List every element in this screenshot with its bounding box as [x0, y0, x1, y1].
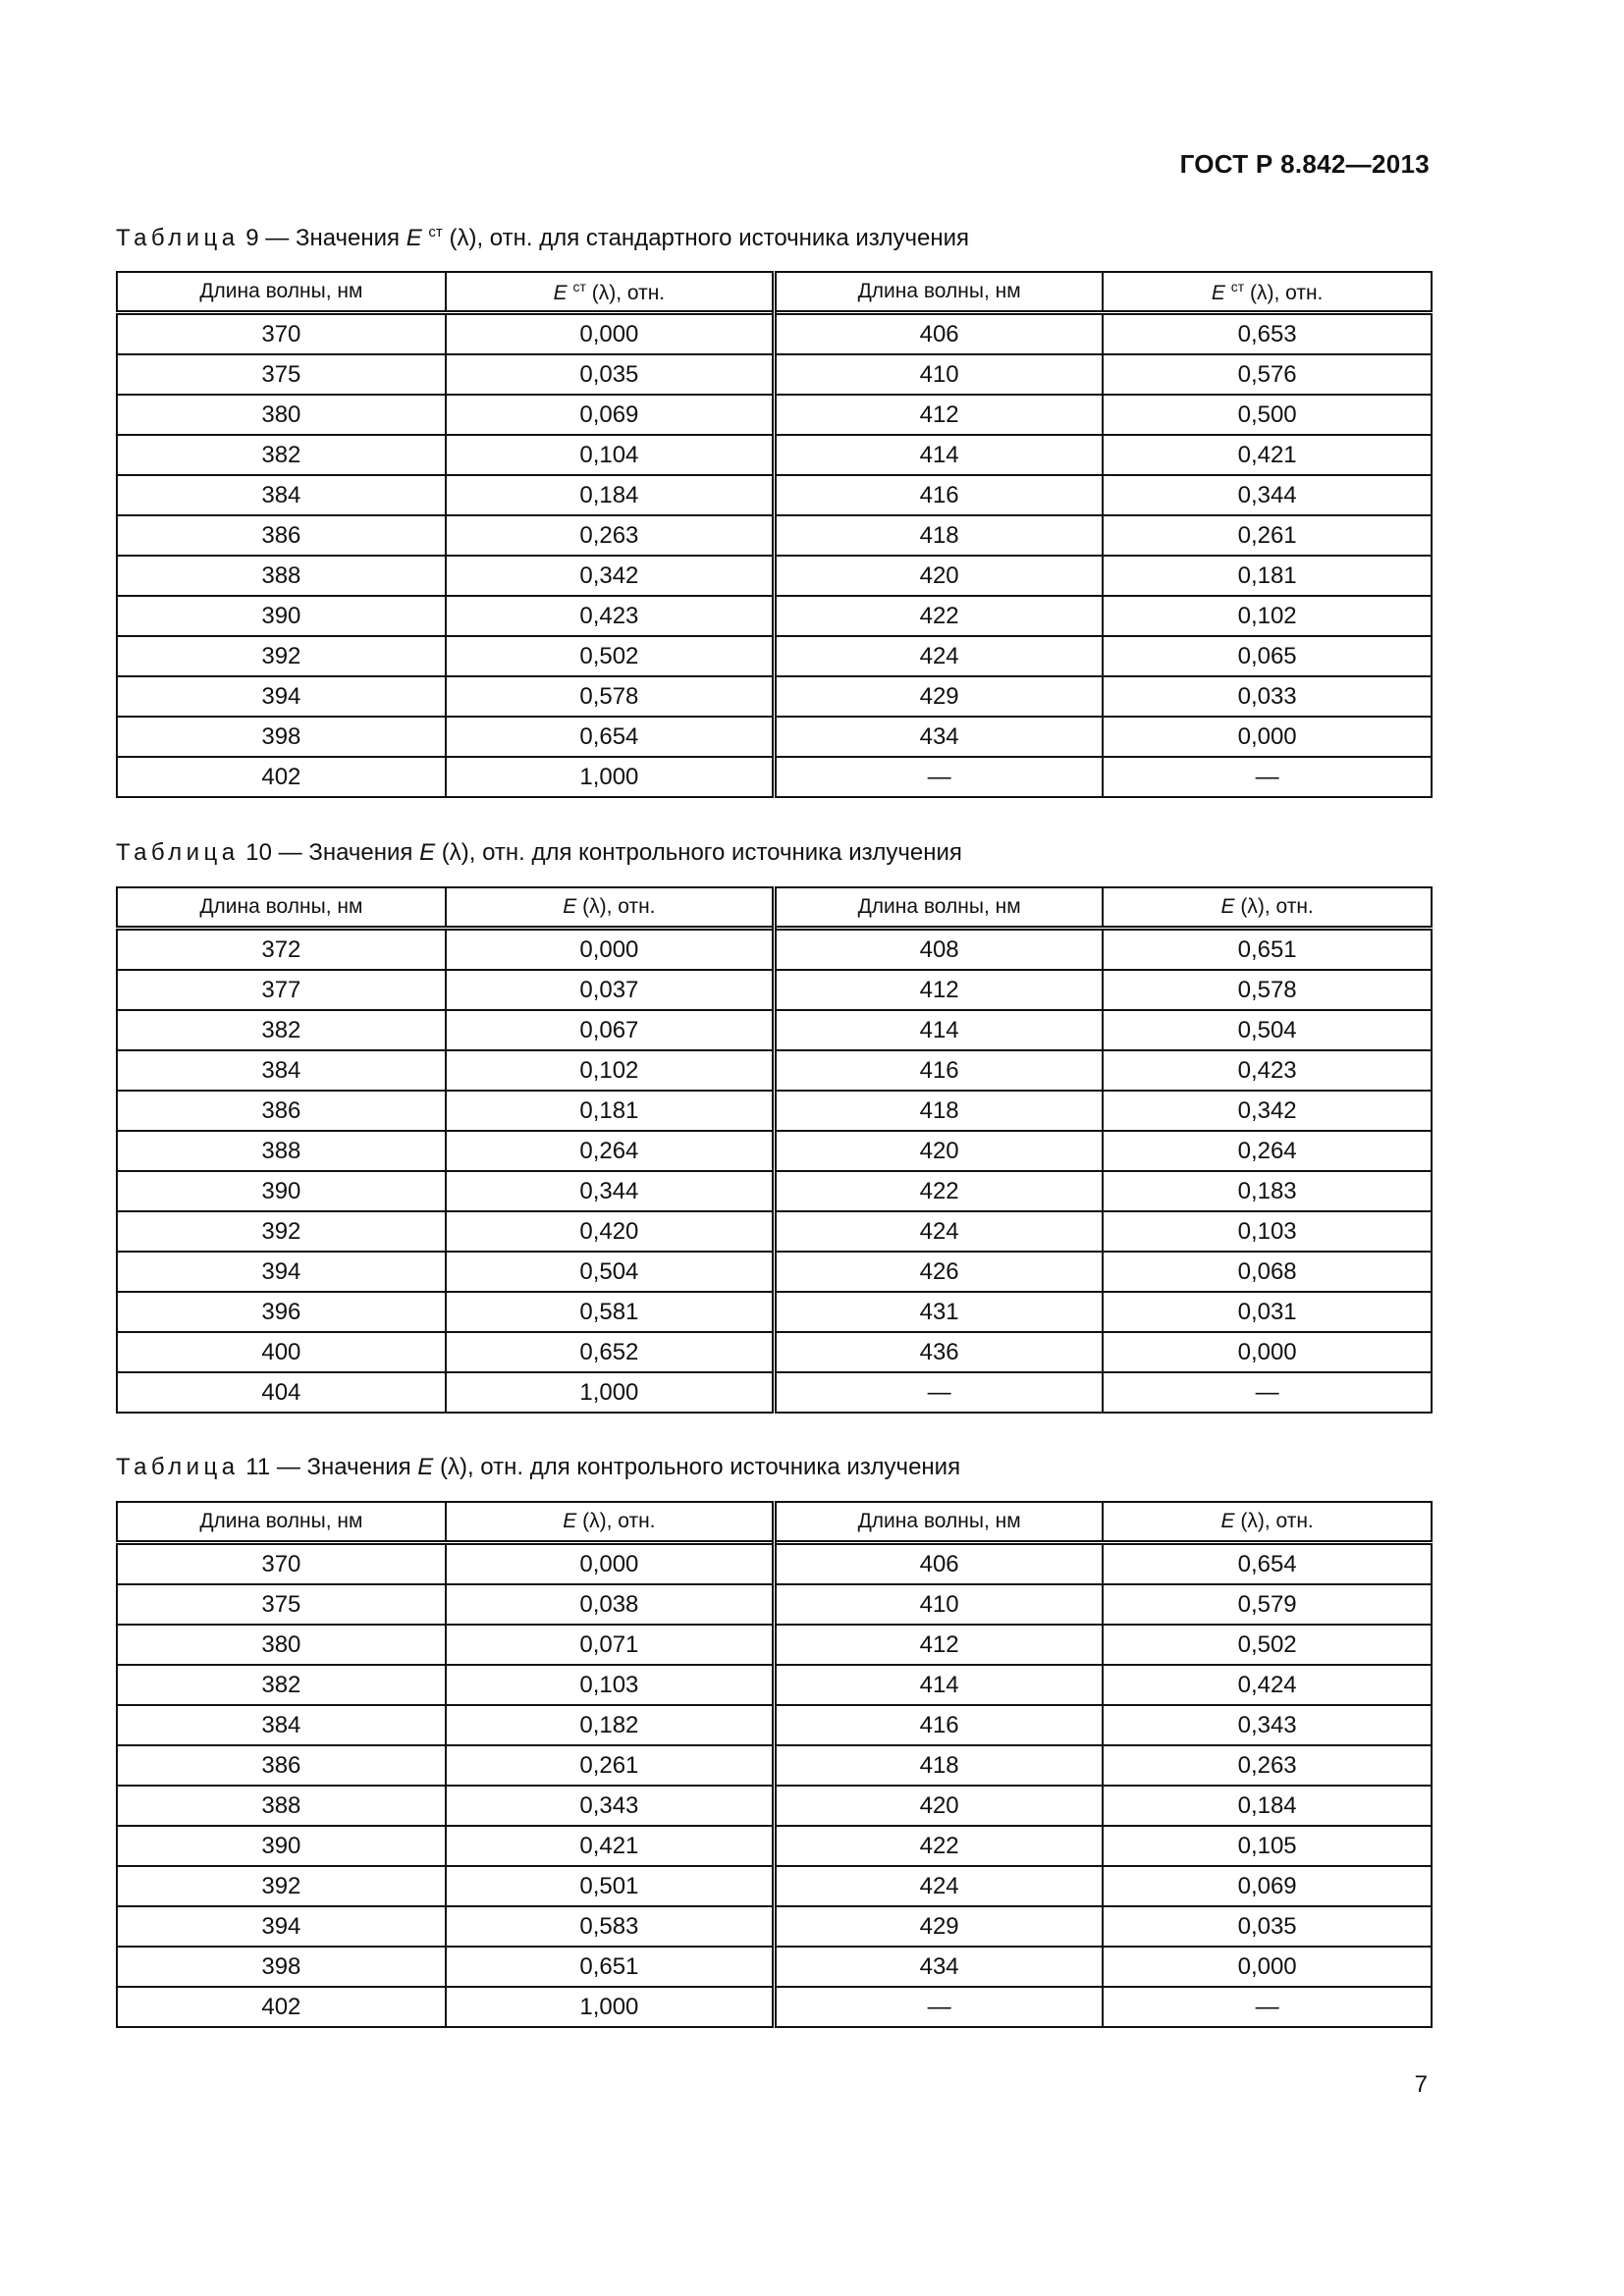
table-cell: 408 — [775, 929, 1104, 971]
table-10 — [116, 886, 1433, 1414]
table-cell: 384 — [117, 1050, 446, 1091]
table-cell: 406 — [775, 1543, 1104, 1585]
table-cell: 424 — [775, 1866, 1104, 1906]
table-cell: 0,000 — [1103, 1947, 1432, 1987]
table-cell: 0,264 — [446, 1131, 775, 1171]
table-cell: 1,000 — [446, 1987, 775, 2027]
column-header: Длина волны, нм — [775, 1502, 1104, 1543]
table-cell: 0,504 — [1103, 1010, 1432, 1050]
table-cell: 0,421 — [446, 1826, 775, 1866]
table-header-row — [117, 1502, 1432, 1543]
table-row — [117, 596, 1432, 636]
table-cell: 0,035 — [1103, 1906, 1432, 1947]
table-cell: 0,184 — [446, 475, 775, 515]
table-cell: 0,581 — [446, 1292, 775, 1332]
table-row — [117, 1252, 1432, 1292]
table-cell: 375 — [117, 354, 446, 395]
table-cell: 0,103 — [1103, 1211, 1432, 1252]
table-cell: 396 — [117, 1292, 446, 1332]
table-cell: 0,000 — [1103, 717, 1432, 757]
table-cell: 414 — [775, 435, 1104, 475]
table-cell: 0,184 — [1103, 1786, 1432, 1826]
table-cell: 382 — [117, 1665, 446, 1705]
table-cell: 0,424 — [1103, 1665, 1432, 1705]
table-cell: 386 — [117, 1745, 446, 1786]
table-cell: 0,504 — [446, 1252, 775, 1292]
table-cell: 380 — [117, 1625, 446, 1665]
table-row — [117, 1866, 1432, 1906]
table-cell: — — [775, 1372, 1104, 1413]
table-row — [117, 1372, 1432, 1413]
table-cell: 0,183 — [1103, 1171, 1432, 1211]
table-cell: 0,578 — [446, 676, 775, 717]
table-row — [117, 1091, 1432, 1131]
table-row — [117, 1171, 1432, 1211]
table-cell: 422 — [775, 1826, 1104, 1866]
table-cell: 0,181 — [446, 1091, 775, 1131]
table-row — [117, 1947, 1432, 1987]
table-cell: 390 — [117, 1171, 446, 1211]
table-cell: 394 — [117, 1906, 446, 1947]
table-row — [117, 676, 1432, 717]
table-row — [117, 1826, 1432, 1866]
table-row — [117, 1906, 1432, 1947]
table-cell: 0,654 — [446, 717, 775, 757]
table-cell: 402 — [117, 757, 446, 797]
table-row — [117, 757, 1432, 797]
table-cell: 416 — [775, 475, 1104, 515]
table-cell: 0,181 — [1103, 556, 1432, 596]
table-cell: 418 — [775, 1745, 1104, 1786]
table-cell: 418 — [775, 515, 1104, 556]
table-cell: 0,000 — [1103, 1332, 1432, 1372]
table-row — [117, 1050, 1432, 1091]
table-row — [117, 313, 1432, 355]
table-10-caption — [116, 839, 962, 867]
table-cell: 418 — [775, 1091, 1104, 1131]
table-header-row — [117, 272, 1432, 313]
table-cell: 0,263 — [1103, 1745, 1432, 1786]
table-cell: 0,104 — [446, 435, 775, 475]
table-cell: 392 — [117, 636, 446, 676]
table-11-caption — [116, 1454, 960, 1481]
table-cell: — — [1103, 1987, 1432, 2027]
table-cell: 0,102 — [446, 1050, 775, 1091]
table-cell: 384 — [117, 475, 446, 515]
table-row — [117, 1745, 1432, 1786]
table-row — [117, 395, 1432, 435]
table-cell: 384 — [117, 1705, 446, 1745]
table-cell: — — [775, 1987, 1104, 2027]
column-header: Длина волны, нм — [117, 272, 446, 313]
table-cell: 414 — [775, 1665, 1104, 1705]
table-cell: 370 — [117, 1543, 446, 1585]
column-header: Длина волны, нм — [117, 1502, 446, 1543]
table-9-caption — [116, 224, 969, 252]
caption-text: (λ), отн. для контрольного источника излучения — [433, 1454, 961, 1480]
caption-text: (λ), отн. для стандартного источника излучения — [442, 225, 969, 251]
column-header: Длина волны, нм — [775, 272, 1104, 313]
table-row — [117, 1584, 1432, 1625]
table-cell: 0,423 — [1103, 1050, 1432, 1091]
table-cell: 420 — [775, 1786, 1104, 1826]
column-header: Длина волны, нм — [775, 887, 1104, 929]
table-cell: 380 — [117, 395, 446, 435]
table-cell: 434 — [775, 717, 1104, 757]
table-cell: 375 — [117, 1584, 446, 1625]
table-row — [117, 1543, 1432, 1585]
table-cell: 406 — [775, 313, 1104, 355]
table-cell: 370 — [117, 313, 446, 355]
caption-symbol: E — [419, 839, 436, 866]
table-cell: 404 — [117, 1372, 446, 1413]
table-cell: 0,344 — [1103, 475, 1432, 515]
table-row — [117, 354, 1432, 395]
column-header: E (λ), отн. — [1103, 887, 1432, 929]
table-row — [117, 1332, 1432, 1372]
caption-text: — Значения — [258, 225, 406, 251]
table-cell: 390 — [117, 1826, 446, 1866]
caption-number: 10 — [245, 839, 272, 866]
table-cell: 392 — [117, 1866, 446, 1906]
table-cell: 388 — [117, 1786, 446, 1826]
column-header: E $^{ст}$ (λ), отн. — [1103, 272, 1432, 313]
table-cell: 0,069 — [1103, 1866, 1432, 1906]
table-cell: 0,263 — [446, 515, 775, 556]
table-cell: 424 — [775, 636, 1104, 676]
table-cell: 392 — [117, 1211, 446, 1252]
table-cell: 398 — [117, 1947, 446, 1987]
table-cell: 1,000 — [446, 1372, 775, 1413]
table-cell: 382 — [117, 435, 446, 475]
table-cell: 0,500 — [1103, 395, 1432, 435]
caption-text: — Значения — [271, 839, 420, 866]
table-cell: — — [1103, 1372, 1432, 1413]
table-cell: 0,343 — [1103, 1705, 1432, 1745]
table-cell: 0,067 — [446, 1010, 775, 1050]
table-cell: 0,102 — [1103, 596, 1432, 636]
table-row — [117, 435, 1432, 475]
column-header: Длина волны, нм — [117, 887, 446, 929]
table-row — [117, 1131, 1432, 1171]
table-cell: 0,065 — [1103, 636, 1432, 676]
document-code: ГОСТ Р 8.842—2013 — [1179, 149, 1430, 179]
table-cell: 420 — [775, 1131, 1104, 1171]
caption-text: (λ), отн. для контрольного источника излучения — [435, 839, 962, 866]
table-cell: 0,653 — [1103, 313, 1432, 355]
table-cell: 0,420 — [446, 1211, 775, 1252]
table-cell: 0,000 — [446, 1543, 775, 1585]
table-cell: 0,579 — [1103, 1584, 1432, 1625]
table-cell: 0,421 — [1103, 435, 1432, 475]
table-cell: — — [775, 757, 1104, 797]
table-row — [117, 1786, 1432, 1826]
table-row — [117, 970, 1432, 1010]
table-9 — [116, 271, 1433, 798]
table-cell: 0,342 — [446, 556, 775, 596]
table-row — [117, 717, 1432, 757]
table-cell: 390 — [117, 596, 446, 636]
table-cell: 0,342 — [1103, 1091, 1432, 1131]
table-cell: 388 — [117, 556, 446, 596]
table-cell: 0,000 — [446, 313, 775, 355]
table-cell: 0,264 — [1103, 1131, 1432, 1171]
table-cell: 372 — [117, 929, 446, 971]
table-cell: 0,343 — [446, 1786, 775, 1826]
table-cell: 422 — [775, 596, 1104, 636]
table-cell: 424 — [775, 1211, 1104, 1252]
table-cell: 386 — [117, 515, 446, 556]
table-cell: 0,105 — [1103, 1826, 1432, 1866]
caption-word: Таблица — [116, 1454, 240, 1480]
caption-number: 9 — [245, 225, 259, 251]
table-row — [117, 1665, 1432, 1705]
table-cell: 412 — [775, 970, 1104, 1010]
table-cell: 394 — [117, 676, 446, 717]
table-row — [117, 636, 1432, 676]
table-cell: 0,071 — [446, 1625, 775, 1665]
caption-symbol: E — [406, 225, 422, 251]
table-cell: 416 — [775, 1705, 1104, 1745]
table-row — [117, 1625, 1432, 1665]
column-header: E (λ), отн. — [1103, 1502, 1432, 1543]
page-number: 7 — [1414, 2071, 1428, 2098]
table-cell: 386 — [117, 1091, 446, 1131]
table-cell: 0,502 — [446, 636, 775, 676]
table-row — [117, 1705, 1432, 1745]
table-cell: 0,182 — [446, 1705, 775, 1745]
table-cell: 388 — [117, 1131, 446, 1171]
table-cell: 0,068 — [1103, 1252, 1432, 1292]
column-header: E (λ), отн. — [446, 887, 775, 929]
table-cell: 0,033 — [1103, 676, 1432, 717]
caption-word: Таблица — [116, 839, 240, 866]
table-cell: 0,038 — [446, 1584, 775, 1625]
table-cell: 394 — [117, 1252, 446, 1292]
table-cell: 0,103 — [446, 1665, 775, 1705]
caption-symbol: E — [417, 1454, 434, 1480]
table-cell: 0,069 — [446, 395, 775, 435]
table-cell: 0,423 — [446, 596, 775, 636]
table-11 — [116, 1501, 1433, 2028]
table-cell: 436 — [775, 1332, 1104, 1372]
table-cell: 412 — [775, 395, 1104, 435]
table-cell: 0,037 — [446, 970, 775, 1010]
table-row — [117, 929, 1432, 971]
table-header-row — [117, 887, 1432, 929]
table-cell: 0,261 — [446, 1745, 775, 1786]
column-header: E (λ), отн. — [446, 1502, 775, 1543]
table-cell: 414 — [775, 1010, 1104, 1050]
table-cell: 0,035 — [446, 354, 775, 395]
table-cell: 1,000 — [446, 757, 775, 797]
table-cell: 377 — [117, 970, 446, 1010]
table-cell: 412 — [775, 1625, 1104, 1665]
table-cell: — — [1103, 757, 1432, 797]
table-row — [117, 515, 1432, 556]
table-cell: 416 — [775, 1050, 1104, 1091]
column-header: E $^{ст}$ (λ), отн. — [446, 272, 775, 313]
table-cell: 0,344 — [446, 1171, 775, 1211]
table-cell: 0,031 — [1103, 1292, 1432, 1332]
table-cell: 0,651 — [446, 1947, 775, 1987]
caption-text: — Значения — [270, 1454, 418, 1480]
table-cell: 0,576 — [1103, 354, 1432, 395]
table-cell: 0,501 — [446, 1866, 775, 1906]
table-cell: 431 — [775, 1292, 1104, 1332]
caption-word: Таблица — [116, 225, 240, 251]
table-cell: 0,654 — [1103, 1543, 1432, 1585]
table-cell: 0,000 — [446, 929, 775, 971]
table-cell: 400 — [117, 1332, 446, 1372]
table-cell: 434 — [775, 1947, 1104, 1987]
table-cell: 429 — [775, 1906, 1104, 1947]
table-cell: 429 — [775, 676, 1104, 717]
table-row — [117, 1010, 1432, 1050]
caption-superscript: ст — [428, 224, 443, 240]
table-row — [117, 1211, 1432, 1252]
caption-number: 11 — [245, 1454, 271, 1480]
table-cell: 0,261 — [1103, 515, 1432, 556]
table-cell: 0,578 — [1103, 970, 1432, 1010]
table-cell: 0,652 — [446, 1332, 775, 1372]
table-row — [117, 475, 1432, 515]
table-row — [117, 1292, 1432, 1332]
table-cell: 398 — [117, 717, 446, 757]
table-cell: 410 — [775, 354, 1104, 395]
table-cell: 426 — [775, 1252, 1104, 1292]
table-cell: 0,583 — [446, 1906, 775, 1947]
table-row — [117, 556, 1432, 596]
table-cell: 410 — [775, 1584, 1104, 1625]
table-cell: 0,651 — [1103, 929, 1432, 971]
table-cell: 382 — [117, 1010, 446, 1050]
table-cell: 420 — [775, 556, 1104, 596]
table-row — [117, 1987, 1432, 2027]
table-cell: 422 — [775, 1171, 1104, 1211]
table-cell: 0,502 — [1103, 1625, 1432, 1665]
table-cell: 402 — [117, 1987, 446, 2027]
